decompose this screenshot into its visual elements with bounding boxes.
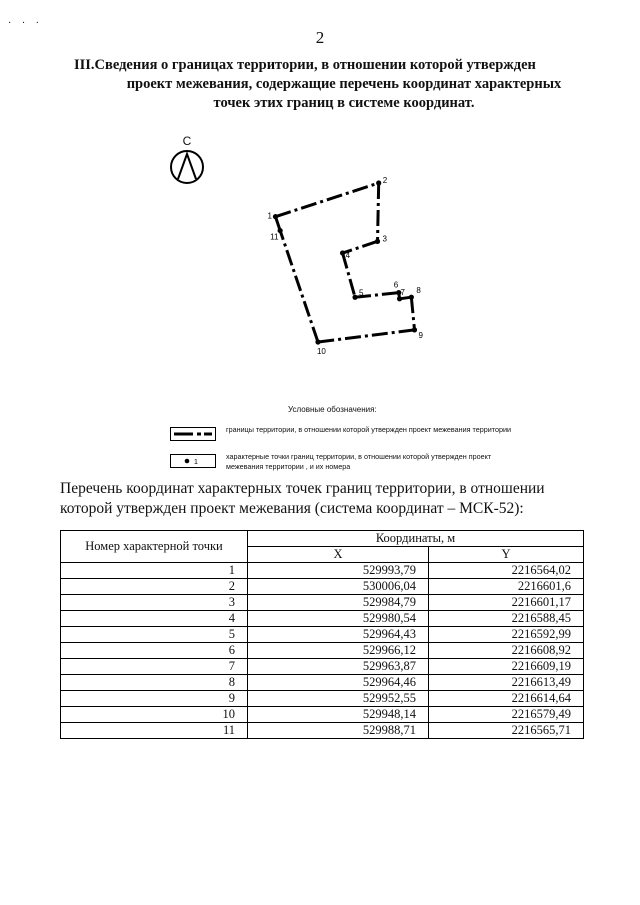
y-cell: 2216592,99 [429, 627, 584, 643]
north-arrow [167, 134, 207, 186]
table-row [61, 611, 584, 627]
point-label: 7 [400, 287, 405, 297]
table-row [61, 659, 584, 675]
x-cell: 529993,79 [248, 563, 429, 579]
table-row [61, 723, 584, 739]
point-number-cell: 8 [61, 675, 248, 691]
point-number-cell: 6 [61, 643, 248, 659]
x-cell: 529963,87 [248, 659, 429, 675]
point-number-cell: 2 [61, 579, 248, 595]
y-cell: 2216614,64 [429, 691, 584, 707]
point-swatch [170, 454, 216, 468]
point-number-cell: 11 [61, 723, 248, 739]
table-row [61, 675, 584, 691]
section-title [74, 56, 594, 113]
section-title-line-1: III.Сведения о границах территории, в отношении которой утвержден [74, 57, 536, 73]
table-row [61, 579, 584, 595]
north-arrow-icon [169, 149, 205, 185]
x-cell: 529964,46 [248, 675, 429, 691]
table-row [61, 595, 584, 611]
boundary-segment [378, 183, 379, 241]
y-cell: 2216564,02 [429, 563, 584, 579]
y-cell: 2216565,71 [429, 723, 584, 739]
point-label: 5 [359, 288, 364, 298]
x-cell: 529966,12 [248, 643, 429, 659]
boundary-point [352, 295, 357, 300]
section-title-line-2: проект межевания, содержащие перечень координат характерных [126, 76, 562, 92]
table-row [61, 563, 584, 579]
y-cell: 2216608,92 [429, 643, 584, 659]
header-coordinates: Координаты, м [248, 531, 584, 547]
point-label: 10 [316, 347, 326, 356]
point-label: 8 [416, 286, 421, 296]
point-label: 9 [418, 330, 423, 340]
north-label: С [182, 134, 192, 148]
point-number-cell: 9 [61, 691, 248, 707]
boundary-point [375, 239, 380, 244]
y-cell: 2216588,45 [429, 611, 584, 627]
section-title-line-3: точек этих границ в системе координат. [213, 95, 475, 111]
boundary-segment [275, 183, 378, 217]
x-cell: 529952,55 [248, 691, 429, 707]
table-row [61, 643, 584, 659]
x-cell: 529948,14 [248, 707, 429, 723]
point-number-cell: 4 [61, 611, 248, 627]
header-x: X [248, 547, 429, 563]
point-number-cell: 10 [61, 707, 248, 723]
y-cell: 2216579,49 [429, 707, 584, 723]
point-label: 11 [270, 232, 279, 242]
boundary-segment [280, 231, 318, 342]
boundary-line-swatch [170, 427, 216, 441]
point-label: 1 [267, 211, 272, 221]
margin-marks: · · · [8, 18, 43, 29]
y-cell: 2216601,6 [429, 579, 584, 595]
legend-text-point: характерные точки границ территории, в отношении которой утвержден проект межевания территории , и их номера [226, 452, 492, 471]
y-cell: 2216601,17 [429, 595, 584, 611]
table-row [61, 691, 584, 707]
point-swatch-label: 1 [194, 459, 198, 466]
x-cell: 529988,71 [248, 723, 429, 739]
coordinates-intro: Перечень координат характерных точек границ территории, в отношении которой утвержден проект межевания (система координат – МСК-52): [60, 480, 545, 517]
header-point-number: Номер характерной точки [61, 531, 248, 563]
boundary-point [409, 295, 414, 300]
legend-title: Условные обозначения: [288, 405, 377, 414]
boundary-point [340, 250, 345, 255]
y-cell: 2216609,19 [429, 659, 584, 675]
point-number-cell: 1 [61, 563, 248, 579]
page-number: 2 [315, 28, 325, 47]
boundary-point [376, 180, 381, 185]
boundary-point [412, 327, 417, 332]
coordinates-table [60, 530, 584, 739]
x-cell: 529984,79 [248, 595, 429, 611]
table-row [61, 707, 584, 723]
point-label: 2 [382, 176, 388, 185]
point-number-cell: 7 [61, 659, 248, 675]
boundary-point [273, 214, 278, 219]
x-cell: 529964,43 [248, 627, 429, 643]
y-cell: 2216613,49 [429, 675, 584, 691]
point-label: 4 [345, 251, 351, 261]
point-label: 6 [393, 280, 399, 290]
x-cell: 530006,04 [248, 579, 429, 595]
point-number-cell: 5 [61, 627, 248, 643]
point-label: 3 [382, 234, 387, 244]
boundary-point [397, 296, 402, 301]
legend-text-boundary: границы территории, в отношении которой утвержден проект межевания территории [226, 425, 511, 434]
point-number-cell: 3 [61, 595, 248, 611]
boundary-plan [230, 155, 460, 370]
boundary-segment [411, 297, 414, 330]
boundary-point [315, 339, 320, 344]
header-y: Y [429, 547, 584, 563]
boundary-segment [318, 330, 415, 342]
table-row [61, 627, 584, 643]
x-cell: 529980,54 [248, 611, 429, 627]
